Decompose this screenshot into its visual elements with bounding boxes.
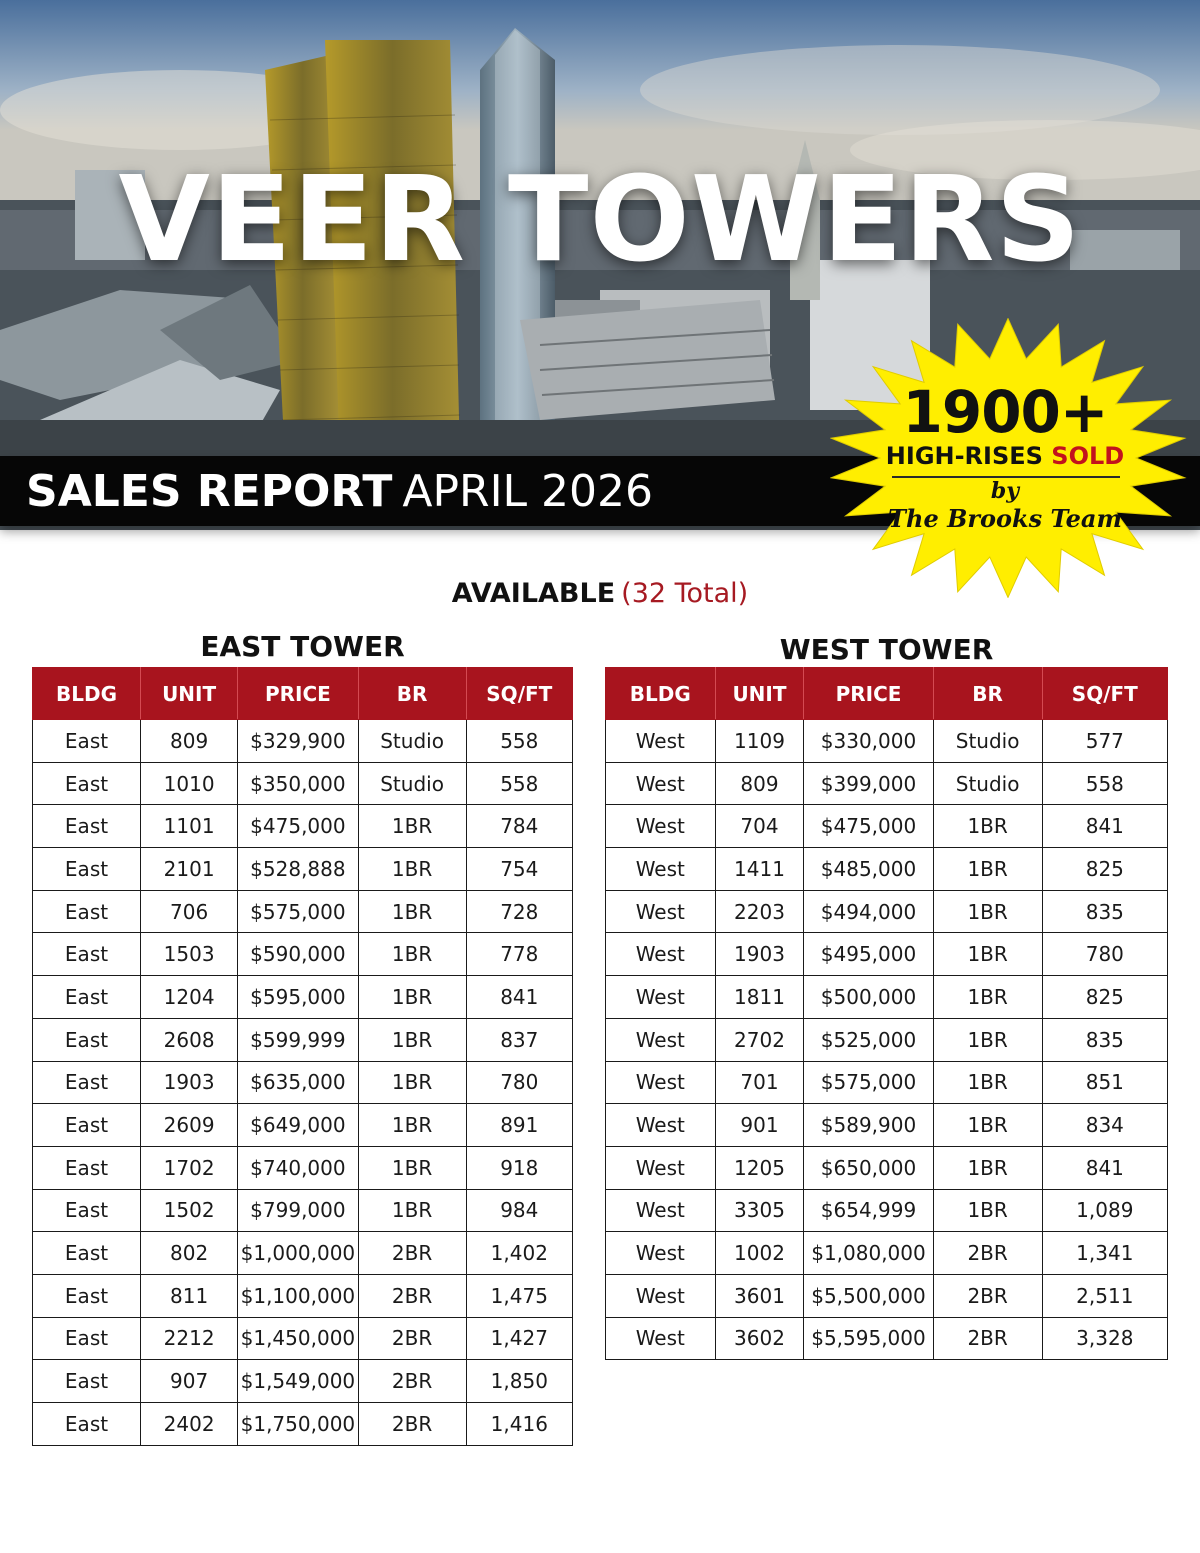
table-cell: 1BR xyxy=(358,890,466,933)
west-tower-table xyxy=(605,667,1168,1360)
table-row xyxy=(606,805,1168,848)
table-cell: West xyxy=(606,1274,716,1317)
table-cell: Studio xyxy=(358,720,466,763)
table-cell: 811 xyxy=(141,1274,238,1317)
table-cell: 1010 xyxy=(141,762,238,805)
table-cell: West xyxy=(606,890,716,933)
column-header-price: PRICE xyxy=(238,668,358,720)
table-cell: 1811 xyxy=(715,976,804,1019)
column-header-unit: UNIT xyxy=(141,668,238,720)
table-cell: $525,000 xyxy=(804,1018,933,1061)
table-cell: 558 xyxy=(466,762,572,805)
table-cell: 1BR xyxy=(358,933,466,976)
table-row xyxy=(33,1061,573,1104)
table-cell: 1502 xyxy=(141,1189,238,1232)
east-tower-table xyxy=(32,667,573,1446)
table-row xyxy=(33,1232,573,1275)
badge-number: 1900+ xyxy=(902,378,1108,446)
table-cell: 1411 xyxy=(715,848,804,891)
table-cell: $330,000 xyxy=(804,720,933,763)
table-row xyxy=(33,1146,573,1189)
table-cell: 2BR xyxy=(933,1274,1042,1317)
table-cell: 3305 xyxy=(715,1189,804,1232)
table-cell: West xyxy=(606,1189,716,1232)
table-cell: 2212 xyxy=(141,1317,238,1360)
table-cell: 558 xyxy=(466,720,572,763)
table-cell: $475,000 xyxy=(238,805,358,848)
table-cell: 558 xyxy=(1042,762,1167,805)
table-row xyxy=(606,1189,1168,1232)
table-row xyxy=(33,1104,573,1147)
sold-count-badge xyxy=(830,318,1200,598)
table-row xyxy=(33,1360,573,1403)
table-cell: East xyxy=(33,1104,141,1147)
table-cell: 1BR xyxy=(358,1061,466,1104)
table-cell: 778 xyxy=(466,933,572,976)
table-cell: 1BR xyxy=(933,976,1042,1019)
table-cell: 728 xyxy=(466,890,572,933)
table-row xyxy=(606,1018,1168,1061)
available-total: (32 Total) xyxy=(621,578,749,609)
table-cell: $350,000 xyxy=(238,762,358,805)
badge-by: by xyxy=(990,478,1020,504)
table-row xyxy=(33,1403,573,1446)
table-cell: 901 xyxy=(715,1104,804,1147)
table-cell: 2203 xyxy=(715,890,804,933)
table-cell: 2101 xyxy=(141,848,238,891)
table-cell: 825 xyxy=(1042,848,1167,891)
table-cell: Studio xyxy=(933,762,1042,805)
table-row xyxy=(606,1317,1168,1360)
table-cell: $1,450,000 xyxy=(238,1317,358,1360)
table-cell: $500,000 xyxy=(804,976,933,1019)
table-cell: 1204 xyxy=(141,976,238,1019)
column-header-price: PRICE xyxy=(804,668,933,720)
table-cell: 1BR xyxy=(933,805,1042,848)
table-cell: $1,750,000 xyxy=(238,1403,358,1446)
table-cell: 1BR xyxy=(933,890,1042,933)
table-cell: $654,999 xyxy=(804,1189,933,1232)
table-cell: 1702 xyxy=(141,1146,238,1189)
table-row xyxy=(606,976,1168,1019)
table-cell: 784 xyxy=(466,805,572,848)
table-cell: $590,000 xyxy=(238,933,358,976)
available-label: AVAILABLE xyxy=(451,578,616,609)
table-cell: $595,000 xyxy=(238,976,358,1019)
table-cell: West xyxy=(606,720,716,763)
table-cell: 841 xyxy=(1042,805,1167,848)
table-cell: East xyxy=(33,1146,141,1189)
table-cell: $1,000,000 xyxy=(238,1232,358,1275)
table-cell: 1101 xyxy=(141,805,238,848)
table-cell: 1BR xyxy=(358,1018,466,1061)
table-cell: $5,500,000 xyxy=(804,1274,933,1317)
table-row xyxy=(606,1104,1168,1147)
table-row xyxy=(606,720,1168,763)
table-cell: 2BR xyxy=(358,1360,466,1403)
table-cell: 837 xyxy=(466,1018,572,1061)
table-cell: $589,900 xyxy=(804,1104,933,1147)
table-cell: $575,000 xyxy=(804,1061,933,1104)
table-row xyxy=(33,933,573,976)
table-cell: 3602 xyxy=(715,1317,804,1360)
table-cell: 1BR xyxy=(933,848,1042,891)
table-cell: 1109 xyxy=(715,720,804,763)
table-cell: $575,000 xyxy=(238,890,358,933)
table-cell: 2402 xyxy=(141,1403,238,1446)
table-cell: $495,000 xyxy=(804,933,933,976)
table-cell: 1205 xyxy=(715,1146,804,1189)
table-cell: 984 xyxy=(466,1189,572,1232)
table-cell: East xyxy=(33,720,141,763)
report-label: SALES REPORT xyxy=(26,466,393,517)
table-cell: 1,850 xyxy=(466,1360,572,1403)
table-cell: 1BR xyxy=(358,848,466,891)
report-date: APRIL 2026 xyxy=(402,466,654,517)
table-cell: 3601 xyxy=(715,1274,804,1317)
column-header-br: BR xyxy=(358,668,466,720)
table-row xyxy=(33,1189,573,1232)
table-cell: 1,341 xyxy=(1042,1232,1167,1275)
table-row xyxy=(33,976,573,1019)
table-cell: 706 xyxy=(141,890,238,933)
table-cell: West xyxy=(606,848,716,891)
column-header-br: BR xyxy=(933,668,1042,720)
table-cell: 701 xyxy=(715,1061,804,1104)
table-cell: 1,089 xyxy=(1042,1189,1167,1232)
available-heading xyxy=(0,578,1200,609)
table-cell: West xyxy=(606,1317,716,1360)
table-cell: $475,000 xyxy=(804,805,933,848)
table-cell: 1BR xyxy=(358,1146,466,1189)
table-row xyxy=(33,848,573,891)
table-cell: 2608 xyxy=(141,1018,238,1061)
table-cell: East xyxy=(33,1189,141,1232)
table-cell: 1503 xyxy=(141,933,238,976)
table-cell: $799,000 xyxy=(238,1189,358,1232)
table-cell: 3,328 xyxy=(1042,1317,1167,1360)
table-cell: $329,900 xyxy=(238,720,358,763)
table-cell: West xyxy=(606,1018,716,1061)
table-cell: 2702 xyxy=(715,1018,804,1061)
table-cell: 1,416 xyxy=(466,1403,572,1446)
west-tower-title: WEST TOWER xyxy=(779,633,994,666)
table-cell: 1BR xyxy=(933,1146,1042,1189)
table-row xyxy=(33,720,573,763)
column-header-sqft: SQ/FT xyxy=(1042,668,1167,720)
table-cell: 809 xyxy=(715,762,804,805)
table-cell: 2609 xyxy=(141,1104,238,1147)
table-cell: East xyxy=(33,1232,141,1275)
table-cell: $5,595,000 xyxy=(804,1317,933,1360)
table-cell: 835 xyxy=(1042,890,1167,933)
column-header-unit: UNIT xyxy=(715,668,804,720)
column-header-bldg: BLDG xyxy=(33,668,141,720)
table-cell: 1BR xyxy=(358,1189,466,1232)
table-cell: $599,999 xyxy=(238,1018,358,1061)
table-cell: West xyxy=(606,1104,716,1147)
table-cell: 2BR xyxy=(358,1232,466,1275)
table-cell: 1903 xyxy=(715,933,804,976)
table-cell: 1BR xyxy=(358,976,466,1019)
table-row xyxy=(606,890,1168,933)
table-row xyxy=(606,1274,1168,1317)
table-cell: 1BR xyxy=(358,1104,466,1147)
table-cell: $528,888 xyxy=(238,848,358,891)
table-row xyxy=(33,1018,573,1061)
table-cell: 907 xyxy=(141,1360,238,1403)
table-row xyxy=(606,848,1168,891)
table-cell: 1BR xyxy=(933,1061,1042,1104)
table-cell: 2BR xyxy=(358,1274,466,1317)
table-cell: 2BR xyxy=(933,1317,1042,1360)
table-cell: East xyxy=(33,1360,141,1403)
table-row xyxy=(33,1274,573,1317)
badge-caption-sold: SOLD xyxy=(1051,442,1125,470)
table-cell: 1,427 xyxy=(466,1317,572,1360)
table-cell: West xyxy=(606,1061,716,1104)
table-row xyxy=(606,1232,1168,1275)
table-row xyxy=(606,933,1168,976)
table-row xyxy=(606,1061,1168,1104)
table-row xyxy=(606,1146,1168,1189)
table-cell: West xyxy=(606,762,716,805)
table-cell: Studio xyxy=(358,762,466,805)
table-cell: $1,080,000 xyxy=(804,1232,933,1275)
table-cell: 1BR xyxy=(933,933,1042,976)
table-cell: East xyxy=(33,805,141,848)
table-cell: 2BR xyxy=(358,1403,466,1446)
table-cell: East xyxy=(33,1317,141,1360)
table-cell: $399,000 xyxy=(804,762,933,805)
table-cell: 2,511 xyxy=(1042,1274,1167,1317)
table-cell: 754 xyxy=(466,848,572,891)
table-cell: 918 xyxy=(466,1146,572,1189)
table-row xyxy=(33,890,573,933)
table-header-row xyxy=(606,668,1168,720)
table-cell: East xyxy=(33,1274,141,1317)
table-row xyxy=(33,805,573,848)
table-cell: $740,000 xyxy=(238,1146,358,1189)
table-cell: West xyxy=(606,1146,716,1189)
table-row xyxy=(606,762,1168,805)
table-cell: $650,000 xyxy=(804,1146,933,1189)
report-heading xyxy=(26,462,653,522)
table-cell: 704 xyxy=(715,805,804,848)
table-cell: East xyxy=(33,762,141,805)
column-header-sqft: SQ/FT xyxy=(466,668,572,720)
table-cell: West xyxy=(606,976,716,1019)
east-tower-title: EAST TOWER xyxy=(200,630,405,663)
table-cell: East xyxy=(33,890,141,933)
table-cell: $485,000 xyxy=(804,848,933,891)
table-cell: $1,100,000 xyxy=(238,1274,358,1317)
badge-caption xyxy=(830,442,1180,470)
table-cell: East xyxy=(33,1061,141,1104)
table-cell: 2BR xyxy=(933,1232,1042,1275)
table-cell: West xyxy=(606,1232,716,1275)
table-cell: 834 xyxy=(1042,1104,1167,1147)
table-cell: 1002 xyxy=(715,1232,804,1275)
badge-team-name: The Brooks Team xyxy=(888,504,1122,533)
table-cell: 1,402 xyxy=(466,1232,572,1275)
table-cell: 1BR xyxy=(933,1018,1042,1061)
table-cell: East xyxy=(33,1403,141,1446)
table-cell: 809 xyxy=(141,720,238,763)
badge-caption-prefix: HIGH-RISES xyxy=(885,442,1043,470)
table-cell: 577 xyxy=(1042,720,1167,763)
table-row xyxy=(33,762,573,805)
table-cell: 851 xyxy=(1042,1061,1167,1104)
table-cell: 1,475 xyxy=(466,1274,572,1317)
table-cell: Studio xyxy=(933,720,1042,763)
table-cell: 1BR xyxy=(933,1189,1042,1232)
column-header-bldg: BLDG xyxy=(606,668,716,720)
table-cell: 825 xyxy=(1042,976,1167,1019)
table-cell: 780 xyxy=(1042,933,1167,976)
table-cell: $494,000 xyxy=(804,890,933,933)
table-cell: West xyxy=(606,805,716,848)
table-cell: $1,549,000 xyxy=(238,1360,358,1403)
hero-title: VEER TOWERS xyxy=(118,150,1082,288)
table-header-row xyxy=(33,668,573,720)
table-cell: 780 xyxy=(466,1061,572,1104)
table-cell: 1BR xyxy=(933,1104,1042,1147)
table-cell: 1BR xyxy=(358,805,466,848)
table-cell: 2BR xyxy=(358,1317,466,1360)
table-cell: East xyxy=(33,933,141,976)
table-cell: 841 xyxy=(466,976,572,1019)
table-cell: West xyxy=(606,933,716,976)
table-cell: $635,000 xyxy=(238,1061,358,1104)
table-cell: 891 xyxy=(466,1104,572,1147)
table-cell: 802 xyxy=(141,1232,238,1275)
table-cell: 1903 xyxy=(141,1061,238,1104)
table-row xyxy=(33,1317,573,1360)
table-cell: 835 xyxy=(1042,1018,1167,1061)
table-cell: 841 xyxy=(1042,1146,1167,1189)
table-cell: East xyxy=(33,848,141,891)
table-cell: East xyxy=(33,1018,141,1061)
table-cell: East xyxy=(33,976,141,1019)
table-cell: $649,000 xyxy=(238,1104,358,1147)
